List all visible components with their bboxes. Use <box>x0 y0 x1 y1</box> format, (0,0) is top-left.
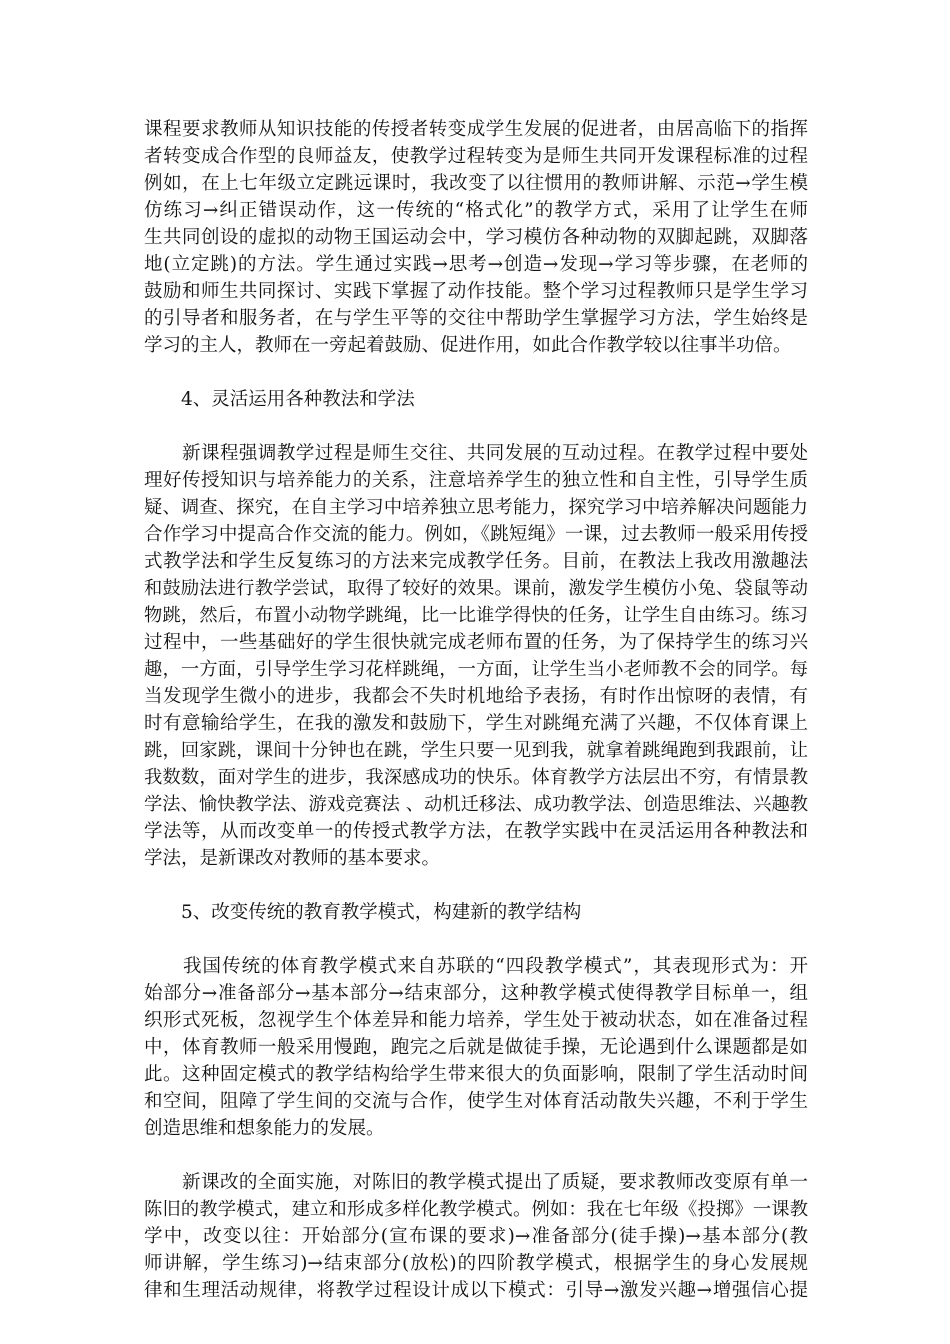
paragraph-spacer <box>144 1142 808 1169</box>
text-line: 仿练习→纠正错误动作，这一传统的“格式化”的教学方式，采用了让学生在师 <box>144 200 808 221</box>
text-line: 生共同创设的虚拟的动物王国运动会中，学习模仿各种动物的双脚起跳，双脚落 <box>144 227 808 248</box>
text-line: 师讲解，学生练习)→结束部分(放松)的四阶教学模式，根据学生的身心发展规 <box>144 1253 808 1274</box>
text-line: 例如，在上七年级立定跳远课时，我改变了以往惯用的教师讲解、示范→学生模 <box>144 173 808 194</box>
paragraph-spacer <box>144 359 808 386</box>
text-line: 学法，是新课改对教师的基本要求。 <box>144 848 441 869</box>
text-line: 理好传授知识与培养能力的关系，注意培养学生的独立性和自主性，引导学生质 <box>144 470 808 491</box>
text-line: 当发现学生微小的进步，我都会不失时机地给予表扬，有时作出惊呀的表情，有 <box>144 686 808 707</box>
paragraph-traditional-model <box>144 953 808 1142</box>
section-heading-4: 4、灵活运用各种教法和学法 <box>181 389 415 410</box>
paragraph-spacer <box>144 413 808 440</box>
text-line: 者转变成合作型的良师益友，使教学过程转变为是师生共同开发课程标准的过程 <box>144 146 808 167</box>
text-line: 新课改的全面实施，对陈旧的教学模式提出了质疑，要求教师改变原有单一 <box>144 1172 808 1193</box>
paragraph-teaching-methods <box>144 440 808 872</box>
text-line: 疑、调查、探究，在自主学习中培养独立思考能力，探究学习中培养解决问题能力 <box>144 497 808 518</box>
text-line: 物跳，然后，布置小动物学跳绳，比一比谁学得快的任务，让学生自由练习。练习 <box>144 605 808 626</box>
text-line: 跳，回家跳，课间十分钟也在跳，学生只要一见到我，就拿着跳绳跑到我跟前，让 <box>144 740 808 761</box>
text-line: 和空间，阻障了学生间的交流与合作，使学生对体育活动散失兴趣，不利于学生 <box>144 1091 808 1112</box>
text-line: 织形式死板，忽视学生个体差异和能力培养，学生处于被动状态，如在准备过程 <box>144 1010 808 1031</box>
paragraph-intro <box>144 116 808 359</box>
document-page <box>144 116 808 1304</box>
text-line: 式教学法和学生反复练习的方法来完成教学任务。目前，在教法上我改用激趣法 <box>144 551 808 572</box>
text-line: 的引导者和服务者，在与学生平等的交往中帮助学生掌握学习方法，学生始终是 <box>144 308 808 329</box>
text-line: 过程中，一些基础好的学生很快就完成老师布置的任务，为了保持学生的练习兴 <box>144 632 808 653</box>
section-heading-5: 5、改变传统的教育教学模式，构建新的教学结构 <box>181 902 582 923</box>
text-line: 课程要求教师从知识技能的传授者转变成学生发展的促进者，由居高临下的指挥 <box>144 119 808 140</box>
text-line: 时有意输给学生，在我的激发和鼓励下，学生对跳绳充满了兴趣，不仅体育课上 <box>144 713 808 734</box>
text-line: 新课程强调教学过程是师生交往、共同发展的互动过程。在教学过程中要处 <box>144 443 808 464</box>
paragraph-new-model <box>144 1169 808 1304</box>
text-line: 学法、愉快教学法、游戏竞赛法 、动机迁移法、成功教学法、创造思维法、兴趣教 <box>144 794 808 815</box>
text-line: 始部分→准备部分→基本部分→结束部分，这种教学模式使得教学目标单一，组 <box>144 983 808 1004</box>
text-line: 鼓励和师生共同探讨、实践下掌握了动作技能。整个学习过程教师只是学生学习 <box>144 281 808 302</box>
text-line: 趣，一方面，引导学生学习花样跳绳，一方面，让学生当小老师教不会的同学。每 <box>144 659 808 680</box>
text-line: 合作学习中提高合作交流的能力。例如，《跳短绳》一课，过去教师一般采用传授 <box>144 524 808 545</box>
text-line: 地(立定跳)的方法。学生通过实践→思考→创造→发现→学习等步骤，在老师的 <box>144 254 808 275</box>
paragraph-spacer <box>144 872 808 899</box>
text-line: 我数数，面对学生的进步，我深感成功的快乐。体育教学方法层出不穷，有情景教 <box>144 767 808 788</box>
text-line: 此。这种固定模式的教学结构给学生带来很大的负面影响，限制了学生活动时间 <box>144 1064 808 1085</box>
text-line: 学中，改变以往：开始部分(宣布课的要求)→准备部分(徒手操)→基本部分(教 <box>144 1226 808 1247</box>
text-line: 律和生理活动规律，将教学过程设计成以下模式：引导→激发兴趣→增强信心提 <box>144 1280 808 1301</box>
text-line: 学法等，从而改变单一的传授式教学方法，在教学实践中在灵活运用各种教法和 <box>144 821 808 842</box>
text-line: 我国传统的体育教学模式来自苏联的“四段教学模式”，其表现形式为：开 <box>144 956 808 977</box>
text-line: 陈旧的教学模式，建立和形成多样化教学模式。例如：我在七年级《投掷》一课教 <box>144 1199 808 1220</box>
text-line: 中，体育教师一般采用慢跑，跑完之后就是做徒手操，无论遇到什么课题都是如 <box>144 1037 808 1058</box>
text-line: 学习的主人，教师在一旁起着鼓励、促进作用，如此合作教学较以往事半功倍。 <box>144 335 792 356</box>
paragraph-spacer <box>144 926 808 953</box>
text-line: 和鼓励法进行教学尝试，取得了较好的效果。课前，激发学生模仿小兔、袋鼠等动 <box>144 578 808 599</box>
text-line: 创造思维和想象能力的发展。 <box>144 1118 385 1139</box>
